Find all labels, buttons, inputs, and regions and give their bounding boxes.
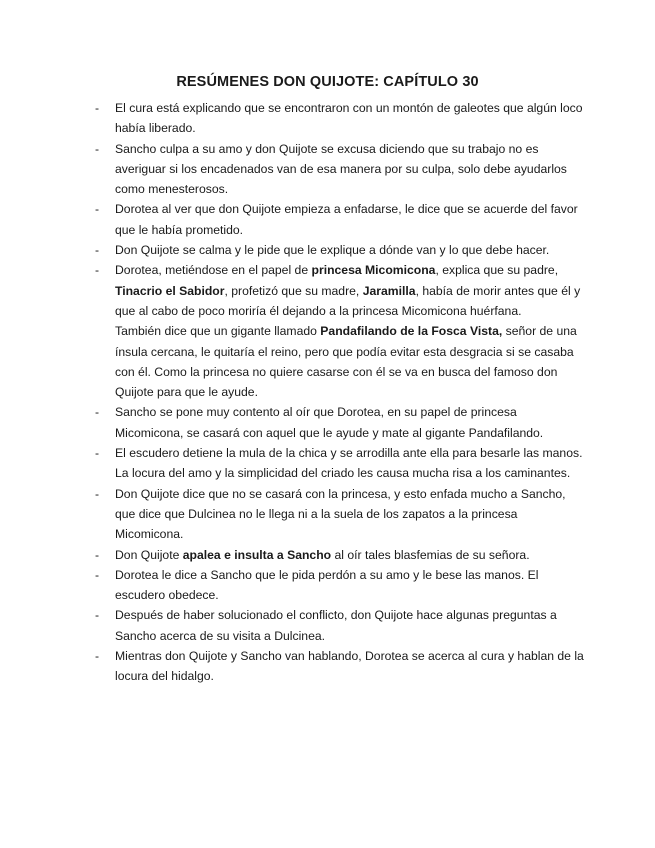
summary-paragraph [115, 240, 585, 260]
summary-item [95, 484, 585, 545]
text-run: señor de una ínsula cercana, le quitaría el reino, pero que podía evitar esta desgracia si se casaba con él. Como la princesa no quiere casarse con él se va en busca del famoso don Quijote para que le ayude. [115, 324, 577, 400]
text-run: Don Quijote dice que no se casará con la princesa, y esto enfada mucho a Sancho, que dice que Dulcinea no le llega ni a la suela de los zapatos a la princesa Micomicona. [115, 486, 566, 542]
summary-paragraph [115, 443, 585, 484]
summary-paragraph [115, 565, 585, 606]
text-run: El escudero detiene la mula de la chica y se arrodilla ante ella para besarle las manos. La locura del amo y la simplicidad del criado les causa mucha risa a los caminantes. [115, 446, 583, 481]
bullet-dash: - [95, 567, 100, 582]
summary-item [95, 240, 585, 260]
bullet-dash: - [95, 141, 100, 156]
bullet-dash: - [95, 405, 100, 420]
summary-list [95, 98, 585, 687]
bullet-dash: - [95, 486, 100, 501]
text-run: Dorotea, metiéndose en el papel de [115, 263, 312, 278]
bullet-dash: - [95, 202, 100, 217]
bullet-dash: - [95, 649, 100, 664]
text-run: También dice que un gigante llamado [115, 324, 321, 339]
bold-text: apalea e insulta a Sancho [182, 547, 332, 562]
text-run: El cura está explicando que se encontraron con un montón de galeotes que algún loco había liberado. [115, 101, 583, 136]
summary-paragraph [115, 646, 585, 687]
text-run: Don Quijote [115, 547, 183, 562]
summary-paragraph [115, 605, 585, 646]
bullet-dash: - [95, 608, 100, 623]
summary-item [95, 646, 585, 687]
bold-text: Tinacrio el Sabidor [115, 283, 225, 298]
text-run: , explica que su padre, [435, 263, 559, 278]
summary-item [95, 98, 585, 139]
text-run: Dorotea le dice a Sancho que le pida perdón a su amo y le bese las manos. El escudero obedece. [115, 567, 539, 603]
summary-paragraph [115, 260, 585, 321]
summary-item [95, 565, 585, 606]
text-run: Sancho se pone muy contento al oír que Dorotea, en su papel de princesa Micomicona, se casará con aquel que le ayude y mate al gigante Pandafilando. [115, 405, 544, 440]
summary-paragraph [115, 484, 585, 545]
summary-item [95, 402, 585, 443]
text-run: al oír tales blasfemias de su señora. [331, 547, 530, 562]
text-run: Después de haber solucionado el conflicto, don Quijote hace algunas preguntas a Sancho acerca de su visita a Dulcinea. [115, 608, 557, 643]
text-run: Sancho culpa a su amo y don Quijote se excusa diciendo que su trabajo no es averiguar si los encadenados van de esa manera por su culpa, solo debe ayudarlos como menesterosos. [115, 141, 567, 197]
bullet-dash: - [95, 243, 100, 258]
text-run: Mientras don Quijote y Sancho van hablando, Dorotea se acerca al cura y hablan de la locura del hidalgo. [115, 649, 584, 684]
summary-paragraph [115, 98, 585, 139]
summary-item [95, 545, 585, 565]
bold-text: Jaramilla [362, 283, 416, 298]
summary-item [95, 260, 585, 402]
summary-paragraph [115, 199, 585, 240]
summary-paragraph [115, 321, 585, 402]
bullet-dash: - [95, 446, 100, 461]
bullet-dash: - [95, 547, 100, 562]
summary-paragraph [115, 139, 585, 200]
summary-item [95, 605, 585, 646]
document-title: RESÚMENES DON QUIJOTE: CAPÍTULO 30 [176, 74, 479, 90]
text-run: , profetizó que su madre, [224, 283, 363, 298]
text-run: Don Quijote se calma y le pide que le explique a dónde van y lo que debe hacer. [115, 243, 550, 258]
bold-text: princesa Micomicona [311, 263, 436, 278]
text-run: Dorotea al ver que don Quijote empieza a enfadarse, le dice que se acuerde del favor que le había prometido. [115, 202, 578, 237]
summary-paragraph [115, 545, 585, 565]
summary-paragraph [115, 402, 585, 443]
bullet-dash: - [95, 101, 100, 115]
bold-text: Pandafilando de la Fosca Vista, [320, 324, 503, 339]
summary-item [95, 199, 585, 240]
text-run: , había de morir antes que él y que al cabo de poco moriría él dejando a la princesa Micomicona huérfana. [115, 283, 581, 318]
summary-item [95, 139, 585, 200]
summary-item [95, 443, 585, 484]
bullet-dash: - [95, 263, 100, 278]
